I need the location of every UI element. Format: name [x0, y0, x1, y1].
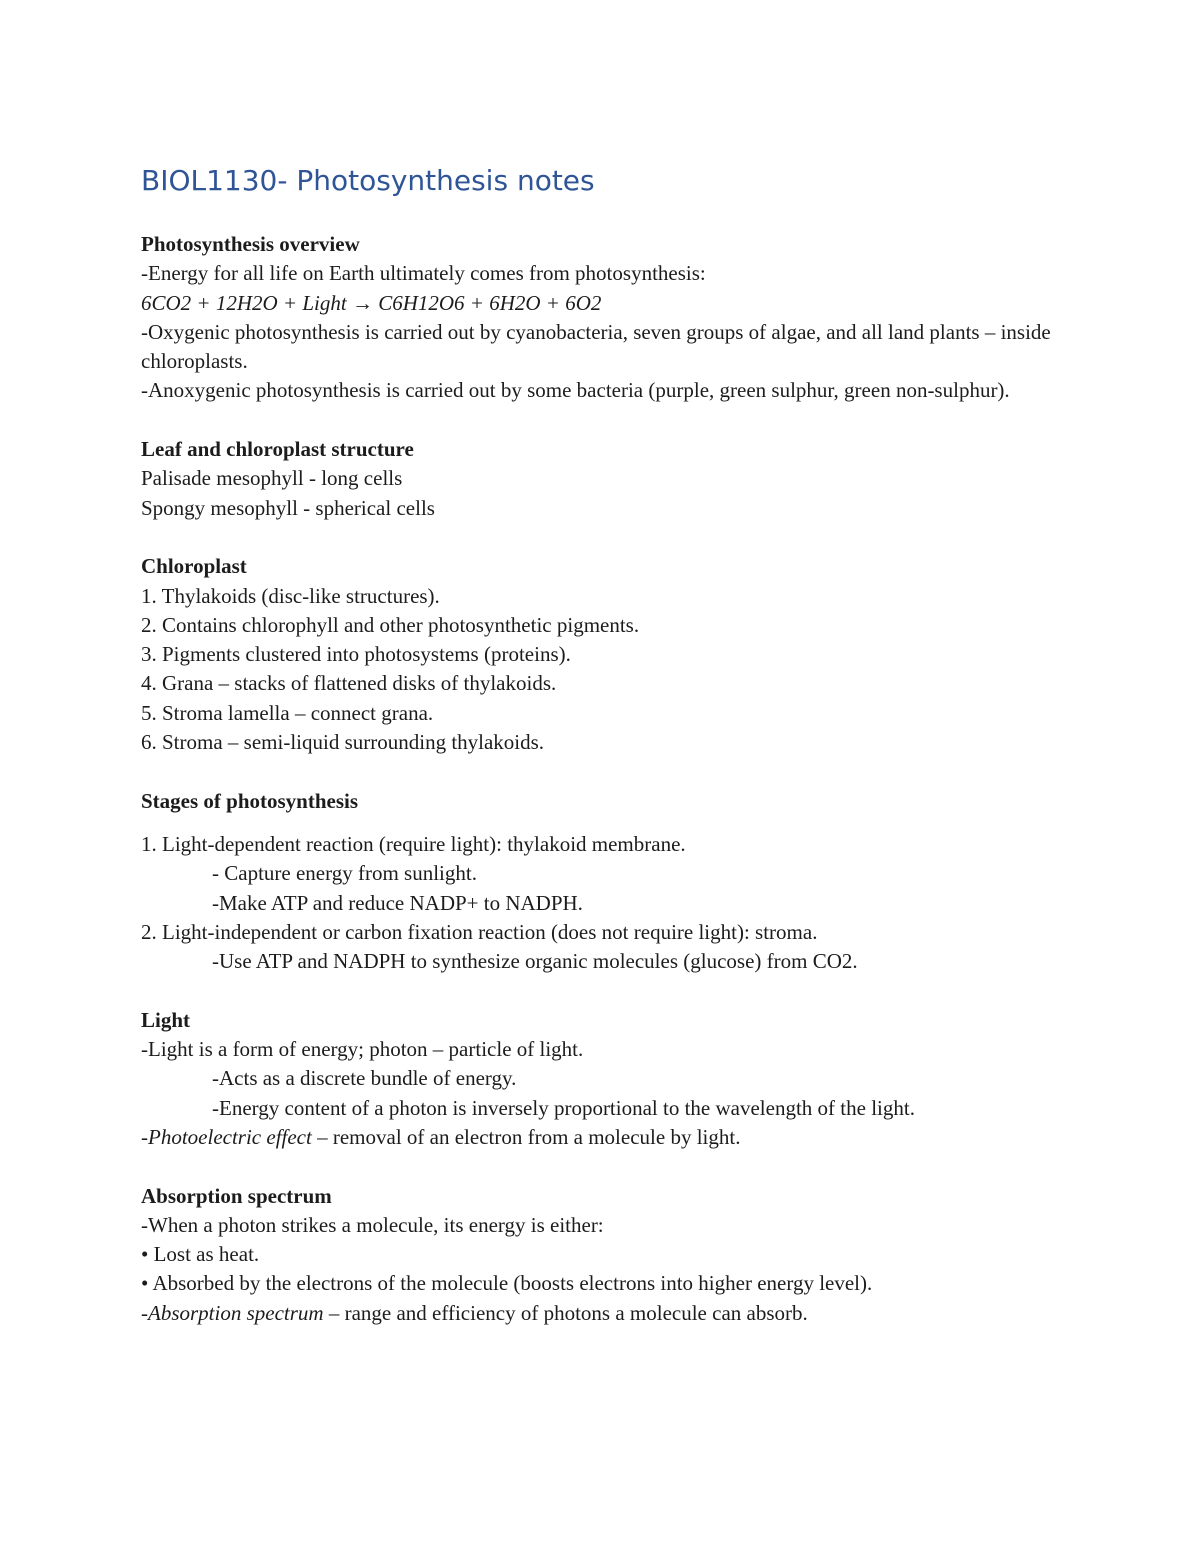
list-item: 5. Stroma lamella – connect grana. [141, 700, 434, 725]
list-item: 4. Grana – stacks of flattened disks of thylakoids. [141, 671, 557, 696]
stage-item-2-sub-1: -Use ATP and NADPH to synthesize organic molecules (glucose) from CO2. [212, 949, 858, 974]
list-item: 2. Contains chlorophyll and other photosynthetic pigments. [141, 612, 640, 637]
photoelectric-effect-line [141, 1123, 1071, 1152]
overview-line-3: -Anoxygenic photosynthesis is carried out by some bacteria (purple, green sulphur, green non-sulphur). [141, 378, 1010, 403]
document-title: BIOL1130- Photosynthesis notes [141, 164, 595, 197]
light-sub-2: -Energy content of a photon is inversely proportional to the wavelength of the light. [212, 1095, 915, 1120]
absorption-spectrum-term: Absorption spectrum [148, 1300, 324, 1325]
section-heading-light: Light [141, 1007, 191, 1032]
list-item: 1. Thylakoids (disc-like structures). [141, 583, 440, 608]
light-sub-1: -Acts as a discrete bundle of energy. [212, 1066, 517, 1091]
section-heading-stages: Stages of photosynthesis [141, 788, 359, 813]
leaf-line-2: Spongy mesophyll - spherical cells [141, 495, 435, 520]
spacer [141, 523, 1071, 552]
spacer [141, 406, 1071, 435]
overview-line-2: -Oxygenic photosynthesis is carried out by cyanobacteria, seven groups of algae, and all land plants – inside chloroplasts. [141, 319, 1051, 374]
section-heading-chloroplast: Chloroplast [141, 554, 247, 579]
stage-item-2: 2. Light-independent or carbon fixation reaction (does not require light): stroma. [141, 919, 818, 944]
spacer [141, 816, 1071, 830]
dash: - [141, 1124, 148, 1149]
bullet-item: • Lost as heat. [141, 1242, 260, 1267]
stage-item-1-sub-2: -Make ATP and reduce NADP+ to NADPH. [212, 890, 583, 915]
spacer [141, 1152, 1071, 1181]
absorption-spectrum-definition: – range and efficiency of photons a molecule can absorb. [323, 1300, 808, 1325]
light-line-1: -Light is a form of energy; photon – particle of light. [141, 1037, 584, 1062]
absorption-line-1: -When a photon strikes a molecule, its energy is either: [141, 1212, 604, 1237]
leaf-line-1: Palisade mesophyll - long cells [141, 466, 403, 491]
section-heading-absorption: Absorption spectrum [141, 1183, 332, 1208]
spacer [141, 976, 1071, 1005]
spacer [141, 757, 1071, 786]
photoelectric-effect-definition: – removal of an electron from a molecule by light. [311, 1124, 741, 1149]
photoelectric-effect-term: Photoelectric effect [148, 1124, 312, 1149]
list-item: 6. Stroma – semi-liquid surrounding thylakoids. [141, 730, 545, 755]
photosynthesis-equation: 6CO2 + 12H2O + Light → C6H12O6 + 6H2O + 6O2 [141, 290, 602, 315]
dash: - [141, 1300, 148, 1325]
bullet-item: • Absorbed by the electrons of the molecule (boosts electrons into higher energy level). [141, 1271, 873, 1296]
stage-item-1-sub-1: - Capture energy from sunlight. [212, 861, 477, 886]
absorption-spectrum-line [141, 1299, 1071, 1328]
section-heading-leaf: Leaf and chloroplast structure [141, 437, 414, 462]
overview-line-1: -Energy for all life on Earth ultimately comes from photosynthesis: [141, 261, 706, 286]
stage-item-1: 1. Light-dependent reaction (require light): thylakoid membrane. [141, 831, 686, 856]
section-heading-overview: Photosynthesis overview [141, 232, 360, 256]
document-page [141, 162, 1071, 1328]
list-item: 3. Pigments clustered into photosystems (proteins). [141, 642, 571, 667]
